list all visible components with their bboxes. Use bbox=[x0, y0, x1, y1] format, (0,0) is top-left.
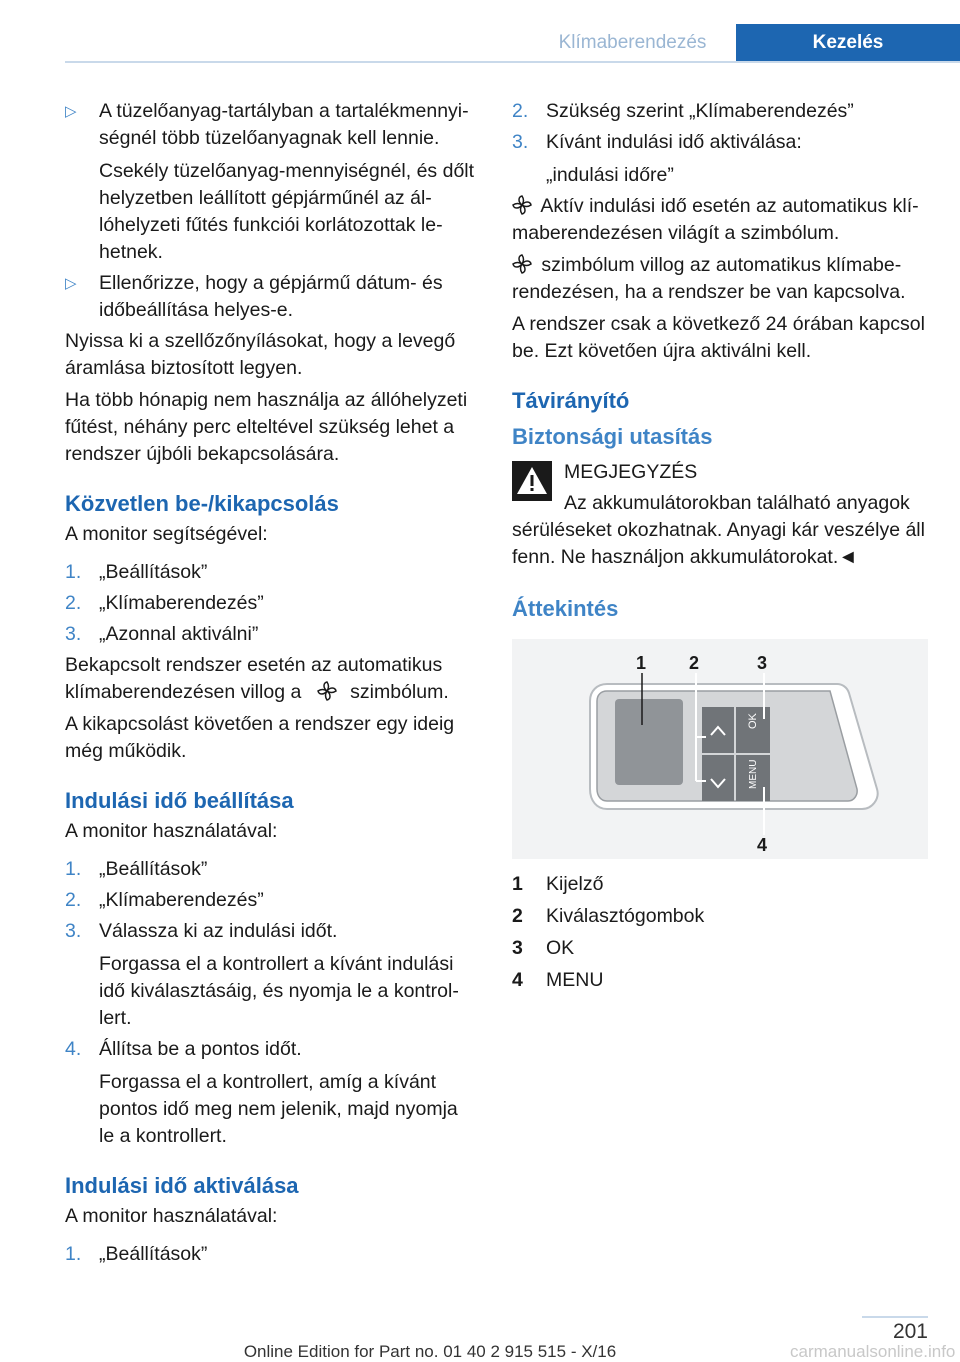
paragraph-runs-on: A kikapcsolást követően a rendszer egy ideig még működik. bbox=[65, 713, 455, 762]
legend-item bbox=[512, 903, 928, 930]
paragraph-flash bbox=[65, 652, 477, 706]
fan-icon bbox=[512, 195, 532, 215]
flash-note-end: szimbólum. bbox=[350, 681, 449, 703]
legend-label: Kiválasztógombok bbox=[546, 905, 705, 927]
header-chapter-title: Kezelés bbox=[736, 24, 960, 62]
fan-note-active-text: Aktív indulási idő esetén az automatikus klímaberendezésen világít a szimbólum. bbox=[512, 195, 919, 244]
bullet-text: A tüzelőanyag-tartályban a tartalékmennyiségnél több tüzelőanyagnak kell lennie. bbox=[99, 100, 469, 149]
heading-activate-departure: Indulási idő aktiválása bbox=[65, 1173, 299, 1198]
step-item bbox=[65, 887, 477, 914]
step-item bbox=[65, 1241, 477, 1268]
legend-item bbox=[512, 967, 928, 994]
legend-label: Kijelző bbox=[546, 873, 604, 895]
callout-1: 1 bbox=[636, 653, 647, 673]
step-item bbox=[65, 918, 477, 1032]
paragraph-months: Ha több hónapig nem használja az állóhelyzeti fűtést, néhány perc elteltével szükség lehet a rendszer újbóli bekapcsolására. bbox=[65, 389, 468, 465]
warning-text: Az akkumulátorokban található anyagok sérüléseket okozhatnak. Anyagi kár veszélye áll fenn. Ne használjon akkumulátorokat.◄ bbox=[512, 492, 925, 568]
fan-note-active bbox=[512, 193, 928, 247]
step-number: 3. bbox=[65, 920, 82, 942]
flash-note-start: Bekapcsolt rendszer esetén az automatikus klímaberendezésen villog a bbox=[65, 654, 443, 703]
heading-overview: Áttekintés bbox=[512, 596, 619, 621]
bullet-item bbox=[65, 98, 477, 266]
step-number: 2. bbox=[65, 592, 82, 614]
paragraph-24h: A rendszer csak a következő 24 órában kapcsol be. Ezt követően újra aktiválni kell. bbox=[512, 313, 925, 362]
triangle-bullet-icon: ▷ bbox=[65, 103, 77, 120]
fan-note-flash bbox=[512, 252, 928, 306]
page-number: 201 bbox=[892, 1320, 928, 1343]
step-number: 2. bbox=[65, 889, 82, 911]
legend-label: OK bbox=[546, 937, 575, 959]
step-text: „Beállítások” bbox=[99, 858, 208, 880]
warning-triangle-icon bbox=[512, 461, 552, 501]
step-number: 3. bbox=[65, 623, 82, 645]
remote-key-drawing bbox=[512, 639, 928, 859]
callout-2: 2 bbox=[689, 653, 700, 673]
legend-number: 1 bbox=[512, 873, 523, 895]
step-text: „Beállítások” bbox=[99, 1243, 208, 1265]
callout-4: 4 bbox=[757, 835, 768, 855]
legend-number: 4 bbox=[512, 969, 523, 991]
fan-icon bbox=[317, 681, 337, 701]
intro-monitor-use: A monitor használatával: bbox=[65, 820, 278, 842]
step-number: 1. bbox=[65, 858, 82, 880]
fan-note-flash-text: szimbólum villog az automatikus klímaberendezésen, ha a rendszer be van kapcsolva. bbox=[512, 254, 906, 303]
legend-number: 2 bbox=[512, 905, 523, 927]
intro-monitor-use-2: A monitor használatával: bbox=[65, 1205, 278, 1227]
step-text: „Beállítások” bbox=[99, 561, 208, 583]
bullet-item bbox=[65, 270, 477, 324]
legend-number: 3 bbox=[512, 937, 523, 959]
step-text: Válassza ki az indulási időt. bbox=[99, 920, 338, 942]
legend-label: MENU bbox=[546, 969, 604, 991]
step-subtext: „indulási időre” bbox=[546, 164, 674, 186]
heading-set-departure: Indulási idő beállítása bbox=[65, 788, 294, 813]
header-divider bbox=[65, 61, 960, 63]
step-item bbox=[512, 129, 928, 189]
callout-3: 3 bbox=[757, 653, 768, 673]
right-column bbox=[512, 98, 928, 999]
step-item bbox=[65, 856, 477, 883]
heading-direct-switch: Közvetlen be-/kikapcsolás bbox=[65, 491, 339, 516]
step-number: 3. bbox=[512, 131, 529, 153]
bullet-subtext: Csekély tüzelőanyag-mennyiségnél, és dőlt helyzetben leállított gépjárműnél az állóhelyzeti fűtés funkciói korlátozottak lehetnek. bbox=[99, 160, 475, 263]
step-item bbox=[512, 98, 928, 125]
step-item bbox=[65, 621, 477, 648]
step-item bbox=[65, 590, 477, 617]
triangle-bullet-icon: ▷ bbox=[65, 275, 77, 292]
edition-line: Online Edition for Part no. 01 40 2 915 515 - X/16 bbox=[243, 1342, 617, 1361]
step-text: „Klímaberendezés” bbox=[99, 592, 264, 614]
heading-safety: Biztonsági utasítás bbox=[512, 424, 713, 449]
intro-monitor: A monitor segítségével: bbox=[65, 523, 268, 545]
page-header bbox=[0, 24, 960, 62]
header-section-title: Klímaberendezés bbox=[530, 24, 735, 62]
step-number: 2. bbox=[512, 100, 529, 122]
step-subtext: Forgassa el a kontrollert, amíg a kívánt pontos idő meg nem jelenik, majd nyomja le a kontrollert. bbox=[99, 1071, 458, 1147]
step-text: „Azonnal aktiválni” bbox=[99, 623, 259, 645]
menu-button-label: MENU bbox=[748, 759, 759, 789]
step-number: 1. bbox=[65, 561, 82, 583]
step-number: 1. bbox=[65, 1243, 82, 1265]
watermark: carmanualsonline.info bbox=[790, 1342, 956, 1361]
step-number: 4. bbox=[65, 1038, 82, 1060]
step-text: Állítsa be a pontos időt. bbox=[99, 1038, 302, 1060]
warning-box bbox=[512, 459, 928, 571]
remote-key-illustration bbox=[512, 639, 928, 859]
step-item bbox=[65, 1036, 477, 1150]
paragraph-vents: Nyissa ki a szellőzőnyílásokat, hogy a levegő áramlása biztosított legyen. bbox=[65, 330, 456, 379]
step-subtext: Forgassa el a kontrollert a kívánt indulási idő kiválasztásáig, és nyomja le a kontrollert. bbox=[99, 953, 459, 1029]
legend-item bbox=[512, 871, 928, 898]
step-text: Kívánt indulási idő aktiválása: bbox=[546, 131, 802, 153]
warning-label: MEGJEGYZÉS bbox=[564, 461, 698, 483]
step-text: Szükség szerint „Klímaberendezés” bbox=[546, 100, 854, 122]
step-item bbox=[65, 559, 477, 586]
bullet-text: Ellenőrizze, hogy a gépjármű dátum- és időbeállítása helyes-e. bbox=[99, 272, 443, 321]
ok-button-label: OK bbox=[747, 713, 759, 729]
heading-remote: Távirányító bbox=[512, 388, 630, 413]
step-text: „Klímaberendezés” bbox=[99, 889, 264, 911]
left-column bbox=[65, 98, 477, 1272]
fan-icon bbox=[512, 254, 532, 274]
legend-item bbox=[512, 935, 928, 962]
